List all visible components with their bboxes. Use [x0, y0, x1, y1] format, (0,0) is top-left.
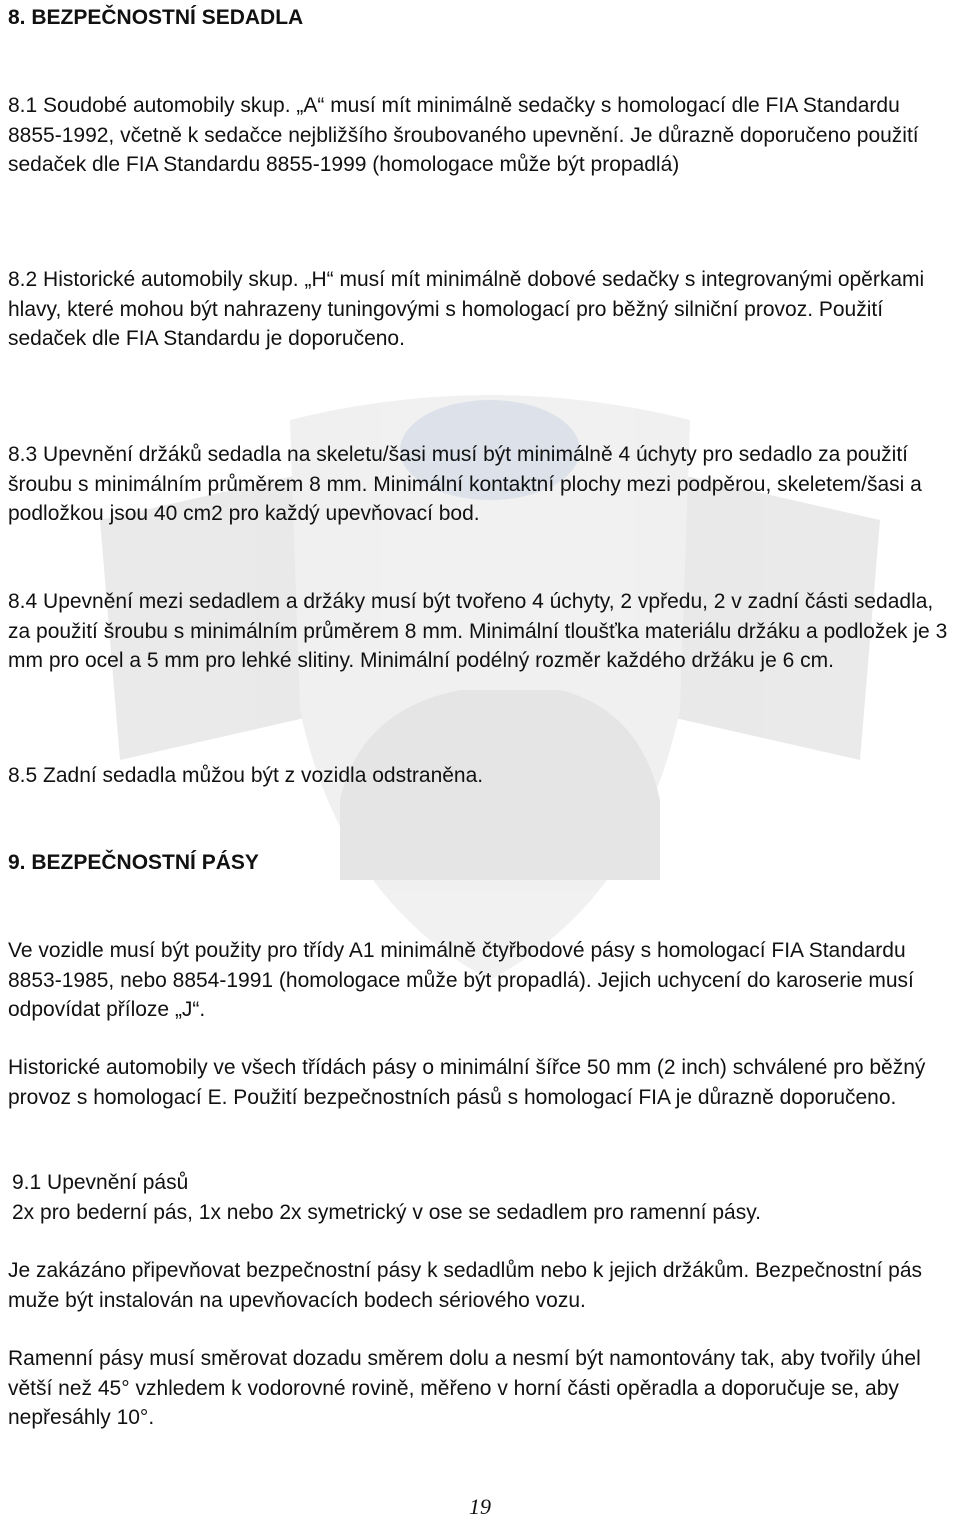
paragraph-9-historic: Historické automobily ve všech třídách pásy o minimální šířce 50 mm (2 inch) schválené pro běžný provoz s homologací E. Použití bezpečnostních pásů s homologací FIA je důrazně doporučeno.: [8, 1056, 926, 1109]
paragraph-9-prohibition: Je zakázáno připevňovat bezpečnostní pásy k sedadlům nebo k jejich držákům. Bezpečnostní pás muže být instalován na upevňovacích bodech sériového vozu.: [8, 1259, 923, 1312]
section-9-heading: 9. BEZPEČNOSTNÍ PÁSY: [8, 851, 259, 874]
page-number: 19: [469, 1494, 491, 1519]
paragraph-8-1: 8.1 Soudobé automobily skup. „A“ musí mít minimálně sedačky s homologací dle FIA Standardu 8855-1992, včetně k sedačce nejbližšího šroubovaného upevnění. Je důrazně doporučeno použití sedaček dle FIA Standardu 8855-1999 (homologace může být propadlá): [8, 94, 919, 176]
paragraph-8-3: 8.3 Upevnění držáků sedadla na skeletu/šasi musí být minimálně 4 úchyty pro sedadlo za použití šroubu s minimálním průměrem 8 mm. Minimální kontaktní plochy mezi podpěrou, skeletem/šasi a podložkou jsou 40 cm2 pro každý upevňovací bod.: [8, 443, 922, 525]
subsection-9-1-title: 9.1 Upevnění pásů: [12, 1171, 189, 1194]
paragraph-9-intro: Ve vozidle musí být použity pro třídy A1 minimálně čtyřbodové pásy s homologací FIA Standardu 8853-1985, nebo 8854-1991 (homologace může být propadlá). Jejich uchycení do karoserie musí odpovídat příloze „J“.: [8, 939, 914, 1021]
subsection-9-1-text: 2x pro bederní pás, 1x nebo 2x symetrický v ose se sedadlem pro ramenní pásy.: [12, 1201, 761, 1224]
paragraph-8-2: 8.2 Historické automobily skup. „H“ musí mít minimálně dobové sedačky s integrovanými opěrkami hlavy, které mohou být nahrazeny tuningovými s homologací pro běžný silniční provoz. Použití sedaček dle FIA Standardu je doporučeno.: [8, 268, 925, 350]
section-8-heading: 8. BEZPEČNOSTNÍ SEDADLA: [8, 6, 304, 29]
paragraph-8-4: 8.4 Upevnění mezi sedadlem a držáky musí být tvořeno 4 úchyty, 2 vpředu, 2 v zadní části sedadla, za použití šroubu s minimálním průměrem 8 mm. Minimální tloušťka materiálu držáku a podložek je 3 mm pro ocel a 5 mm pro lehké slitiny. Minimální podélný rozměr každého držáku je 6 cm.: [8, 590, 948, 672]
paragraph-8-5: 8.5 Zadní sedadla můžou být z vozidla odstraněna.: [8, 764, 484, 787]
paragraph-9-shoulder-belts: Ramenní pásy musí směrovat dozadu směrem dolu a nesmí být namontovány tak, aby tvořily úhel větší než 45° vzhledem k vodorovné rovině, měřeno v horní části opěradla a doporučuje se, aby nepřesáhly 10°.: [8, 1347, 921, 1429]
